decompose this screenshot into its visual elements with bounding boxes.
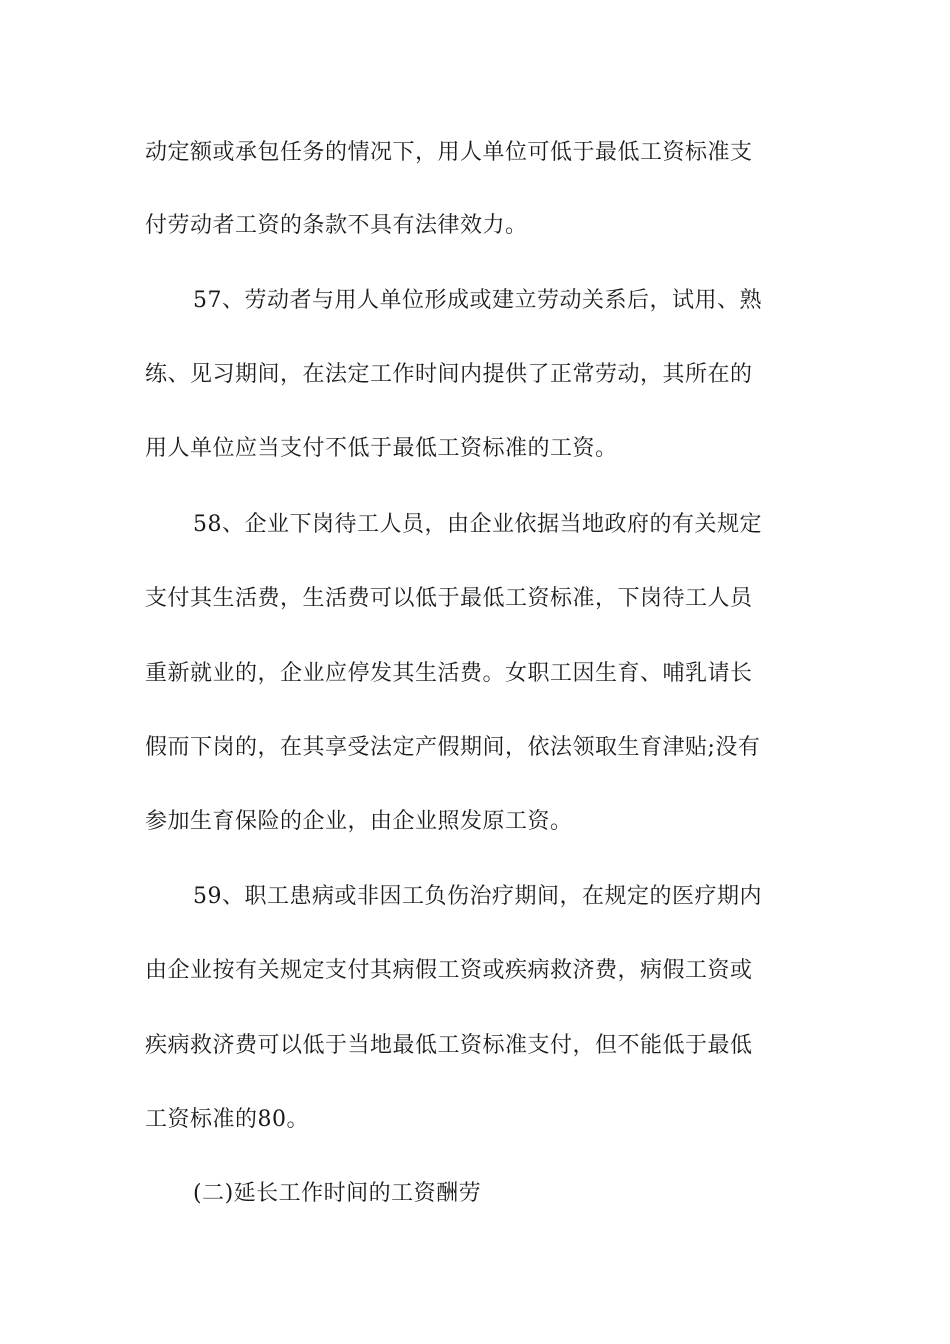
paragraph-57-start: 57、劳动者与用人单位形成或建立劳动关系后，试用、熟 — [193, 288, 762, 313]
text-line: 参加生育保险的企业，由企业照发原工资。 — [145, 809, 573, 834]
text-line: 付劳动者工资的条款不具有法律效力。 — [145, 213, 528, 238]
paragraph-58-start: 58、企业下岗待工人员，由企业依据当地政府的有关规定 — [193, 512, 762, 537]
text-line: 用人单位应当支付不低于最低工资标准的工资。 — [145, 436, 618, 461]
text-line: 假而下岗的，在其享受法定产假期间，依法领取生育津贴;没有 — [145, 735, 761, 760]
text-line: 动定额或承包任务的情况下，用人单位可低于最低工资标准支 — [145, 140, 753, 165]
text-line: 练、见习期间，在法定工作时间内提供了正常劳动，其所在的 — [145, 362, 753, 387]
text-line: 重新就业的，企业应停发其生活费。女职工因生育、哺乳请长 — [145, 661, 753, 686]
section-heading: (二)延长工作时间的工资酬劳 — [193, 1181, 482, 1206]
text-line: 由企业按有关规定支付其病假工资或疾病救济费，病假工资或 — [145, 958, 753, 983]
text-line: 疾病救济费可以低于当地最低工资标准支付，但不能低于最低 — [145, 1033, 753, 1058]
text-line: 支付其生活费，生活费可以低于最低工资标准，下岗待工人员 — [145, 586, 753, 611]
paragraph-59-start: 59、职工患病或非因工负伤治疗期间，在规定的医疗期内 — [193, 884, 762, 909]
text-line: 工资标准的80。 — [145, 1107, 309, 1132]
